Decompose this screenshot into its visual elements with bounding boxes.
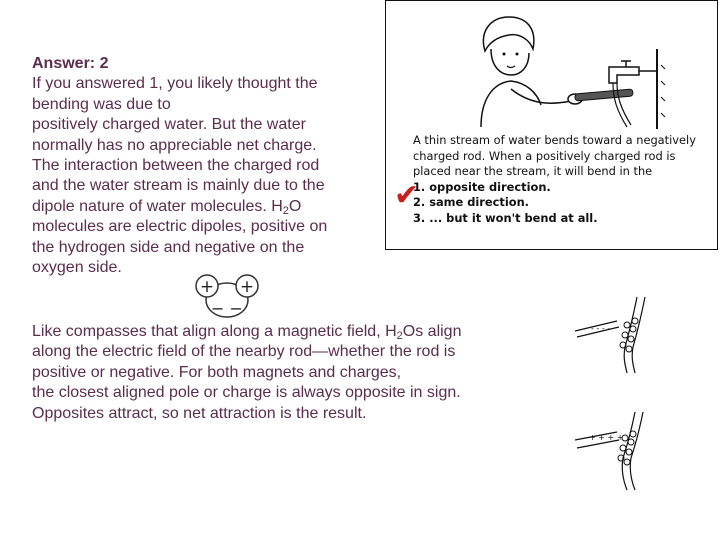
water-molecule-figure <box>190 272 265 324</box>
subscript-2: 2 <box>282 204 289 217</box>
compass-explanation <box>32 322 532 424</box>
option-3: 3. ... but it won't bend at all. <box>413 210 598 225</box>
compass-line: Opposites attract, so net attraction is the result. <box>32 404 367 422</box>
answer-explanation <box>32 54 382 278</box>
question-line: charged rod. When a positively charged rod is <box>413 148 676 163</box>
question-line: placed near the stream, it will bend in the <box>413 164 653 179</box>
answer-line: oxygen side. <box>32 259 122 277</box>
answer-line-h2o <box>32 197 382 217</box>
compass-line: the closest aligned pole or charge is always opposite in sign. <box>32 384 461 402</box>
answer-line: molecules are electric dipoles, positive on <box>32 218 328 236</box>
answer-line: normally has no appreciable net charge. <box>32 136 317 154</box>
svg-text:- - - -: - - - - <box>591 324 611 333</box>
answer-line: The interaction between the charged rod <box>32 157 320 175</box>
answer-line: positively charged water. But the water <box>32 116 306 134</box>
compass-line: positive or negative. For both magnets and charges, <box>32 363 402 381</box>
compass-line-text: Like compasses that align along a magnetic field, H <box>32 323 397 340</box>
compass-line-text: Os align <box>402 323 462 340</box>
answer-line: the hydrogen side and negative on the <box>32 238 305 256</box>
answer-line: and the water stream is mainly due to the <box>32 177 325 195</box>
answer-line: bending was due to <box>32 95 171 113</box>
hydrogen-plus-left: + <box>199 277 215 297</box>
water-stream-sketch-bottom <box>565 410 665 492</box>
subscript-2: 2 <box>396 330 403 342</box>
compass-line-h2o <box>32 322 532 342</box>
hydrogen-plus-right: + <box>239 277 255 297</box>
answer-title: Answer: 2 <box>32 55 109 72</box>
compass-line: along the electric field of the nearby rod—whether the rod is <box>32 343 456 361</box>
checkmark-icon: ✔ <box>394 179 420 212</box>
girl-with-rod-illustration <box>471 9 671 129</box>
option-2-correct: 2. same direction. <box>413 195 530 210</box>
option-1: 1. opposite direction. <box>413 179 551 194</box>
water-stream-sketch-top <box>565 295 665 375</box>
question-line: A thin stream of water bends toward a negatively <box>413 133 696 147</box>
svg-text:+ + + +: + + + + <box>589 433 624 442</box>
answer-line-text: O <box>288 197 302 215</box>
oxygen-minus: − − <box>211 299 243 318</box>
question-card <box>385 0 718 250</box>
question-text <box>413 133 713 227</box>
answer-line-text: dipole nature of water molecules. H <box>32 197 283 215</box>
answer-line: If you answered 1, you likely thought the <box>32 75 318 93</box>
